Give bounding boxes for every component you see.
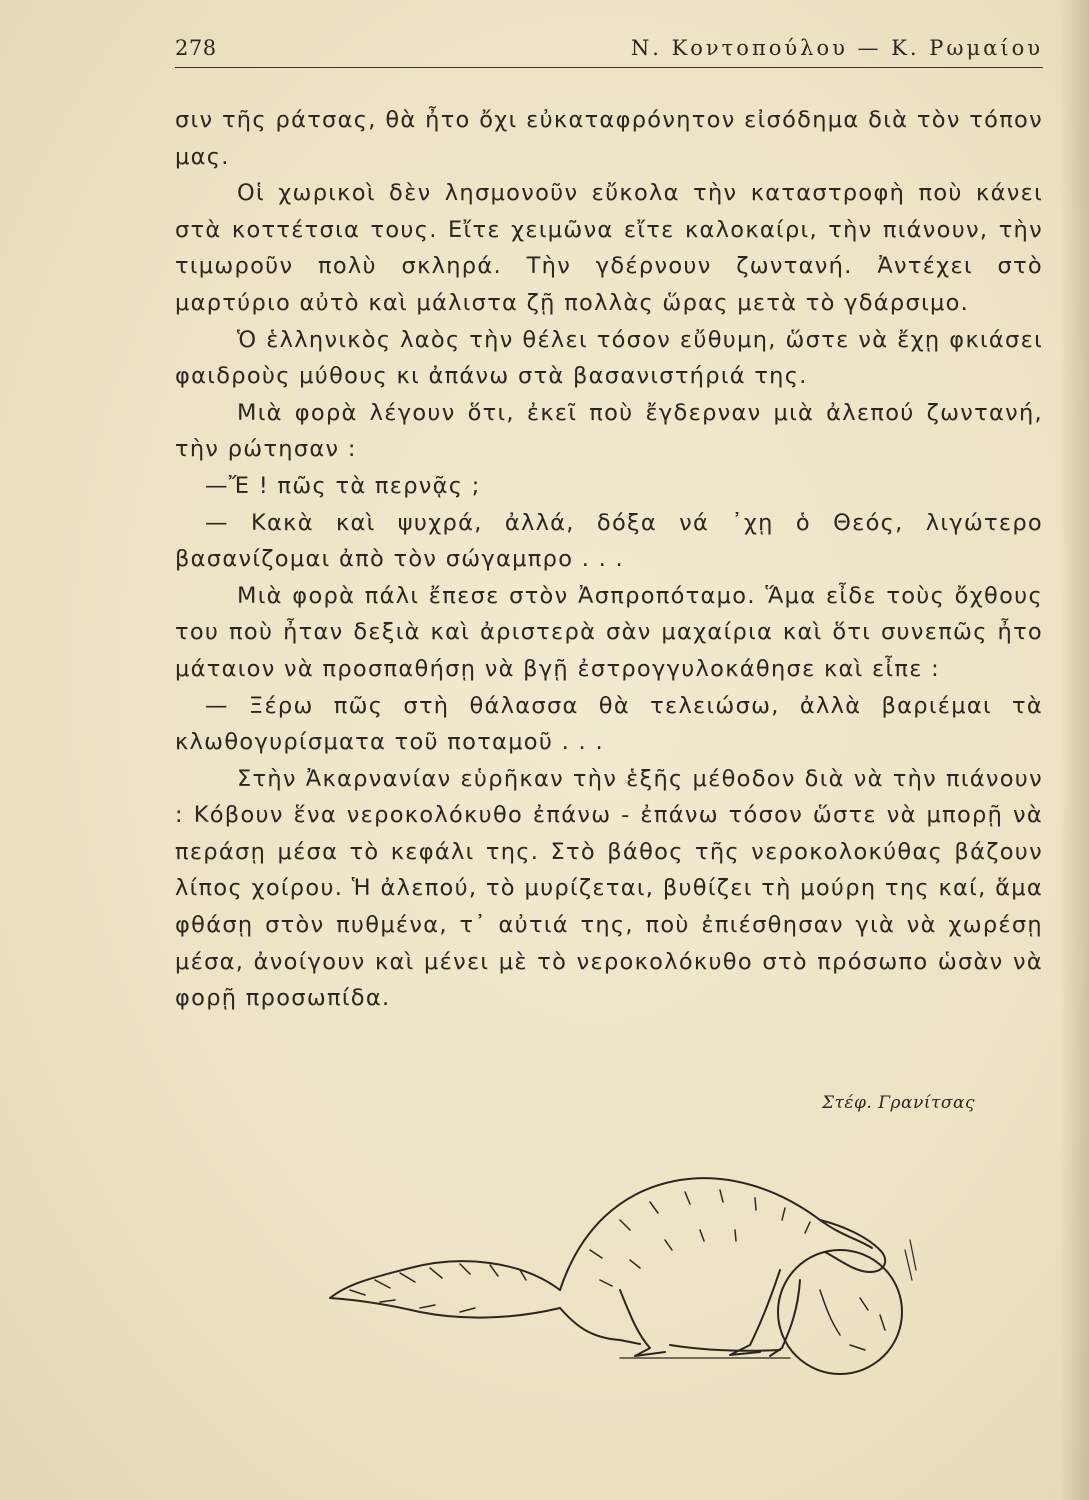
body-text (175, 102, 1043, 1017)
dialogue-line: — Κακὰ καὶ ψυχρά, ἀλλά, δόξα νά ᾿χῃ ὁ Θεός, λιγώτερο βασανίζομαι ἀπὸ τὸν σώγαμπρο . . . (175, 509, 1043, 573)
page-number: 278 (175, 36, 217, 60)
paragraph: Μιὰ φορὰ πάλι ἔπεσε στὸν Ἀσπροπόταμο. Ἅμα εἶδε τοὺς ὄχθους του ποὺ ἦταν δεξιὰ καὶ ἀριστερὰ σὰν μαχαίρια καὶ ὅτι συνεπῶς ἦτο μάταιον νὰ προσπαθήσῃ νὰ βγῇ ἐστρογγυλοκάθησε καὶ εἶπε : (175, 582, 1043, 682)
paragraph: Μιὰ φορὰ λέγουν ὅτι, ἐκεῖ ποὺ ἔγδερναν μιὰ ἀλεπού ζωντανή, τὴν ρώτησαν : (175, 399, 1043, 463)
page-edge-shadow (1059, 0, 1089, 1500)
fox-gourd-illustration (320, 1140, 920, 1400)
header-rule (175, 67, 1043, 68)
fox-tail (330, 1261, 560, 1317)
gourd (778, 1250, 902, 1374)
paragraph: Οἱ χωρικοὶ δὲν λησμονοῦν εὔκολα τὴν καταστροφὴ ποὺ κάνει στὰ κοττέτσια τους. Εἴτε χειμῶνα εἴτε καλοκαίρι, τὴν πιάνουν, τὴν τιμωροῦν πολὺ σκληρά. Τὴν γδέρνουν ζωντανή. Ἀντέχει στὸ μαρτύριο αὐτὸ καὶ μάλιστα ζῇ πολλὰς ὥρας μετὰ τὸ γδάρσιμο. (175, 180, 1043, 316)
dialogue-line: —Ἔ ! πῶς τὰ περνᾷς ; (205, 472, 481, 499)
fox-front-leg (730, 1270, 800, 1356)
fox-hind-leg (620, 1290, 665, 1356)
author-signature: Στέφ. Γρανίτσας (821, 1093, 975, 1113)
dialogue-line: — Ξέρω πῶς στὴ θάλασσα θὰ τελειώσω, ἀλλὰ βαριέμαι τὰ κλωθογυρίσματα τοῦ ποταμοῦ . . . (175, 692, 1043, 756)
running-head: Ν. Κοντοπούλου — Κ. Ρωμαίου (630, 36, 1043, 60)
paragraph-continuation: σιν τῆς ράτσας, θὰ ἦτο ὄχι εὐκαταφρόνητον εἰσόδημα διὰ τὸν τόπον μας. (175, 107, 1043, 170)
paragraph: Στὴν Ἀκαρνανίαν εὑρῆκαν τὴν ἑξῆς μέθοδον διὰ νὰ τὴν πιάνουν : Κόβουν ἕνα νεροκολόκυθο ἐπάνω - ἐπάνω τόσον ὥστε νὰ μπορῇ νὰ περάσῃ μέσα τὸ κεφάλι της. Στὸ βάθος τῆς νεροκολοκύθας βάζουν λίπος χοίρου. Ἡ ἀλεπού, τὸ μυρίζεται, βυθίζει τὴ μούρη της καί, ἅμα φθάσῃ στὸν πυθμένα, τ᾿ αὐτιά της, ποὺ ἐπιέσθησαν γιὰ νὰ χωρέσῃ μέσα, ἀνοίγουν καὶ μένει μὲ τὸ νεροκολόκυθο στὸ πρόσωπο ὡσὰν νὰ φορῇ προσωπίδα. (175, 765, 1043, 1012)
paragraph: Ὁ ἑλληνικὸς λαὸς τὴν θέλει τόσον εὔθυμη, ὥστε νὰ ἔχῃ φκιάσει φαιδροὺς μύθους κι ἀπάνω στὰ βασανιστήριά της. (175, 326, 1043, 390)
fox-body (560, 1178, 872, 1290)
page-header (175, 36, 1043, 64)
fox-head (820, 1220, 885, 1272)
